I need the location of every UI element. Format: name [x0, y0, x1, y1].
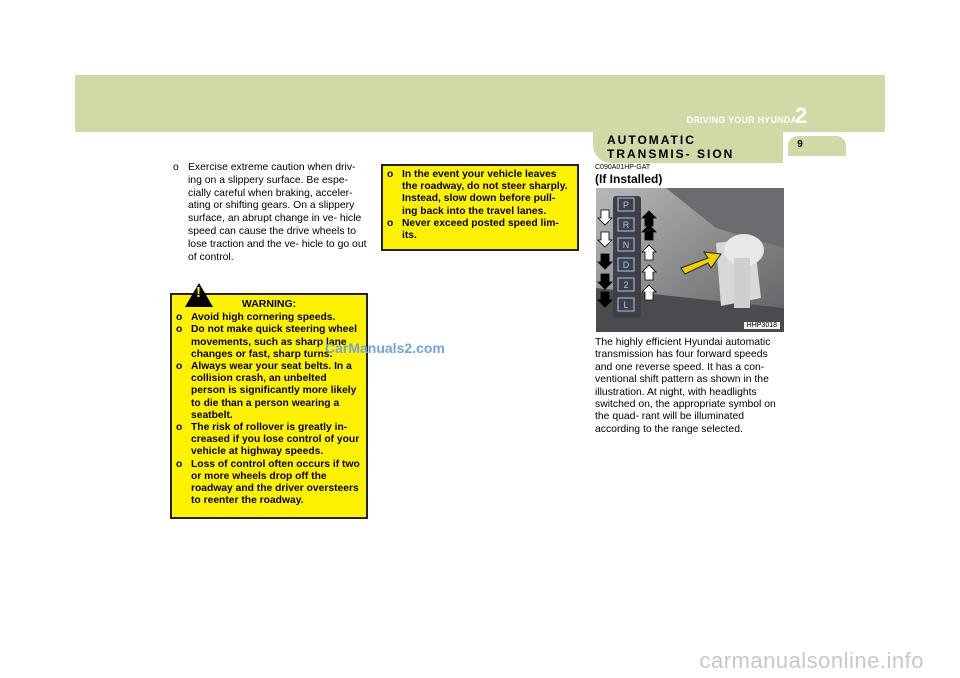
warning-box — [170, 284, 368, 519]
gear-letter-p: P — [622, 200, 630, 210]
gear-letter-n: N — [622, 240, 630, 250]
list-item: o Loss of control often occurs if two or more wheels drop off the roadway and the driver oversteers to reenter the roadway. — [176, 458, 360, 507]
section-code: C090A01HP-GAT — [595, 164, 651, 171]
watermark: CarManuals2.com — [325, 340, 445, 356]
sub-heading: (If Installed) — [595, 172, 663, 186]
list-item: o Always wear your seat belts. In a collision crash, an unbelted person is significantly more likely to die than a person wearing a seatbelt. — [176, 361, 357, 421]
warning-title: WARNING: — [241, 298, 297, 310]
gear-letter-2: 2 — [623, 280, 629, 290]
notice-box — [381, 164, 579, 251]
shift-lever-photo — [596, 188, 784, 332]
list-item: o Avoid high cornering speeds. — [176, 312, 336, 324]
gear-letter-r: R — [622, 220, 630, 230]
chapter-number: 2 — [795, 103, 808, 128]
list-item: o Never exceed posted speed lim- its. — [387, 217, 559, 242]
list-item — [173, 162, 368, 264]
gear-letter-l: L — [623, 300, 629, 310]
page-number: 9 — [797, 139, 803, 150]
body-paragraph: The highly efficient Hyundai automatic transmission has four forward speeds and one reverse speed. It has a con- ventional shift pattern as shown in the illustration. At night, with headlights switched on, the appropriate symbol on the quad- rant will be illuminated according to the range selected. — [595, 337, 776, 435]
photo-caption: HHP3018 — [744, 322, 780, 329]
caution-paragraph — [173, 162, 368, 264]
bullet-mark: o — [173, 162, 179, 173]
list-item: o Do not make quick steering wheel movements, such as sharp lane changes or fast, sharp turns. — [176, 324, 357, 360]
list-item: o The risk of rollover is greatly in- creased if you lose control of your vehicle at highway speeds. — [176, 422, 360, 458]
exclamation-icon: ! — [196, 284, 201, 301]
gear-letter-d: D — [622, 260, 630, 270]
shift-lever-illustration — [596, 188, 784, 332]
section-heading: AUTOMATIC TRANSMIS- SION — [607, 133, 735, 161]
footer-watermark: carmanualsonline.info — [699, 648, 924, 673]
chapter-title: DRIVING YOUR HYUNDAI — [686, 115, 800, 125]
bullet-text: Exercise extreme caution when driv- ing on a slippery surface. Be espe- cially careful when braking, acceler- ating or shifting gears. On a slippery surface, an abrupt change in ve- hicle speed can cause the drive wheels to lose traction and the ve- hicle to go out of control. — [188, 162, 367, 263]
list-item: o In the event your vehicle leaves the roadway, do not steer sharply. Instead, slow down before pull- ing back into the travel lanes. — [387, 169, 568, 217]
